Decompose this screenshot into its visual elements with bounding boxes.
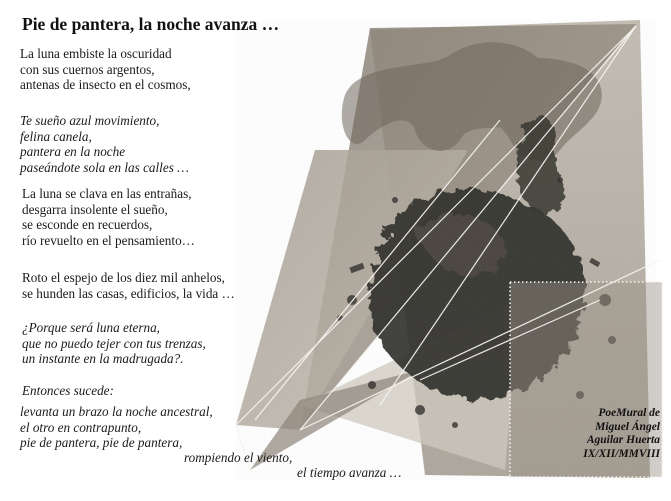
poem-line: se hunden las casas, edificios, la vida …: [22, 285, 235, 301]
poem-line: Te sueño azul movimiento,: [20, 113, 160, 128]
poem-line: La luna se clava en las entrañas,: [22, 186, 192, 201]
author-signature: [540, 407, 660, 461]
poem-line: pie de pantera, pie de pantera,: [20, 435, 183, 451]
poem-line: con sus cuernos argentos,: [20, 61, 155, 77]
signature-line: IX/XII/MMVIII: [583, 447, 660, 460]
stanza-3: [22, 186, 195, 248]
signature-line: Miguel Ángel: [595, 420, 660, 433]
poem-line: ¿Porque será luna eterna,: [22, 320, 160, 335]
stanza-1: [20, 46, 191, 93]
poem-line: felina canela,: [20, 128, 92, 144]
closing-line-1: rompiendo el viento,: [184, 450, 293, 465]
stanza-7: [20, 404, 213, 451]
poem-line: levanta un brazo la noche ancestral,: [20, 404, 213, 419]
stanza-4: [22, 270, 235, 301]
poem-line: se esconde en recuerdos,: [22, 217, 153, 233]
poem-line: un instante en la madrugada?.: [22, 351, 184, 367]
poem-line: que no puedo tejer con tus trenzas,: [22, 335, 206, 351]
signature-line: Aguilar Huerta: [586, 434, 660, 446]
poem-line: río revuelto en el pensamiento…: [22, 232, 195, 248]
closing-line-2: el tiempo avanza …: [297, 465, 402, 480]
poem-line: paseándote sola en las calles …: [20, 159, 189, 175]
stanza-6: [22, 383, 114, 399]
poem-line: pantera en la noche: [20, 144, 126, 160]
poem-title: Pie de pantera, la noche avanza …: [22, 14, 280, 34]
poem-line: Entonces sucede:: [22, 383, 114, 398]
poem-line: Roto el espejo de los diez mil anhelos,: [22, 270, 225, 285]
poem-line: el otro en contrapunto,: [20, 419, 142, 435]
stanza-5: [22, 320, 206, 367]
signature-line: PoeMural de: [598, 407, 660, 419]
poem-line: desgarra insolente el sueño,: [22, 201, 168, 217]
poem-line: antenas de insecto en el cosmos,: [20, 77, 191, 93]
stanza-2: [20, 113, 189, 175]
poem-line: La luna embiste la oscuridad: [20, 46, 172, 61]
